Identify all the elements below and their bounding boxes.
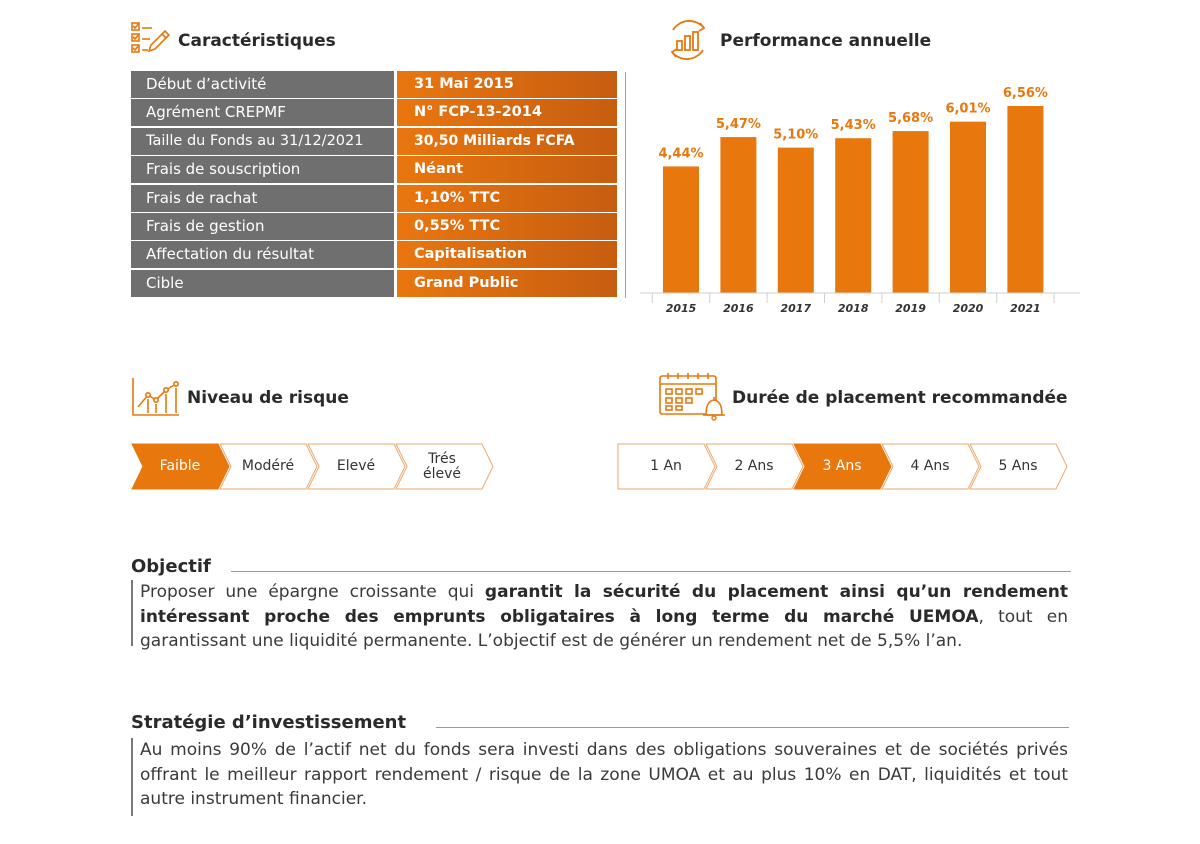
row-label: Frais de gestion — [131, 213, 394, 240]
table-row — [131, 156, 617, 183]
risk-scale — [131, 443, 483, 490]
bar-2016 — [720, 137, 756, 293]
data-label: 6,01% — [945, 101, 991, 117]
strategy-title: Stratégie d’investissement — [131, 712, 407, 733]
row-value: 31 Mai 2015 — [397, 71, 617, 98]
duration-option-5 — [969, 443, 1057, 490]
duration-option-1 — [617, 443, 705, 490]
duration-option-2 — [705, 443, 793, 490]
x-tick-label: 2015 — [665, 302, 697, 315]
performance-chart — [630, 80, 1090, 320]
x-tick-label: 2017 — [780, 302, 812, 315]
row-label: Frais de souscription — [131, 156, 394, 183]
risk-level-label: Elevé — [336, 458, 376, 474]
table-row — [131, 99, 617, 126]
data-label: 5,68% — [888, 111, 934, 127]
bar-2017 — [778, 148, 814, 293]
objective-text-bold: garantit la sécurité du placement ainsi qu’un rendement intéressant proche des emprunts obligataires à long terme du marché UEMOA — [140, 582, 1069, 627]
data-label: 4,44% — [658, 146, 704, 162]
table-row — [131, 213, 617, 240]
risk-level-label: Faible — [159, 458, 201, 474]
row-value: Néant — [397, 156, 617, 183]
duration-option-label: 3 Ans — [822, 458, 862, 474]
line-chart-icon — [130, 376, 182, 418]
duration-title: Durée de placement recommandée — [732, 388, 1068, 408]
objective-text-part1: Proposer une épargne croissante qui — [140, 582, 485, 602]
table-row — [131, 185, 617, 212]
bar-2020 — [950, 122, 986, 293]
data-label: 5,47% — [715, 117, 761, 133]
table-row — [131, 241, 617, 268]
risk-level-faible — [131, 443, 219, 490]
x-tick-label: 2018 — [837, 302, 869, 315]
characteristics-table — [131, 71, 617, 298]
duration-option-3 — [793, 443, 881, 490]
bar-2018 — [835, 138, 871, 293]
strategy-rule — [436, 727, 1069, 728]
strategy-text: Au moins 90% de l’actif net du fonds sera investi dans des obligations souveraines et de sociétés privés offrant le meilleur rapport rendement / risque de la zone UMOA et au plus 10% en DAT, liquidités et tout autre instrument financier. — [140, 740, 1068, 809]
duration-option-label: 2 Ans — [734, 458, 774, 474]
vertical-divider — [625, 72, 626, 298]
bar-2019 — [893, 131, 929, 293]
row-label: Frais de rachat — [131, 185, 394, 212]
data-label: 6,56% — [1002, 86, 1048, 101]
row-label: Cible — [131, 270, 394, 297]
table-row — [131, 71, 617, 98]
risk-level-label: Modéré — [241, 458, 295, 474]
duration-option-label: 1 An — [650, 458, 682, 474]
checklist-pencil-icon — [130, 20, 172, 56]
risk-level-label: Trés élevé — [422, 450, 461, 482]
x-tick-label: 2019 — [895, 302, 926, 315]
table-row — [131, 128, 617, 155]
objective-title: Objectif — [131, 556, 211, 577]
objective-side-bar — [131, 580, 133, 646]
objective-rule — [231, 571, 1071, 572]
bar-2021 — [1007, 106, 1043, 293]
row-label: Taille du Fonds au 31/12/2021 — [131, 128, 394, 155]
duration-option-4 — [881, 443, 969, 490]
duration-scale — [617, 443, 1057, 490]
duration-option-label: 5 Ans — [998, 458, 1038, 474]
bar-chart-cycle-icon — [664, 16, 712, 64]
characteristics-title: Caractéristiques — [178, 31, 336, 51]
row-value: Grand Public — [397, 270, 617, 297]
row-value: 1,10% TTC — [397, 185, 617, 212]
risk-level-modere — [219, 443, 307, 490]
data-label: 5,43% — [830, 118, 876, 134]
objective-text-part2: , tout en garantissant une liquidité permanente. L’objectif est de générer un rendement net de 5,5% l’an. — [140, 606, 1068, 651]
strategy-side-bar — [131, 738, 133, 816]
x-tick-label: 2020 — [952, 302, 984, 315]
objective-text — [140, 580, 1068, 654]
table-row — [131, 270, 617, 297]
x-tick-label: 2016 — [723, 302, 754, 315]
x-tick-label: 2021 — [1010, 302, 1041, 315]
row-label: Affectation du résultat — [131, 241, 394, 268]
row-value: Capitalisation — [397, 241, 617, 268]
row-value: 30,50 Milliards FCFA — [397, 128, 617, 155]
performance-title: Performance annuelle — [720, 31, 932, 51]
risk-level-tres-eleve — [395, 443, 483, 490]
calendar-bell-icon — [658, 371, 726, 421]
duration-option-label: 4 Ans — [910, 458, 950, 474]
row-value: 0,55% TTC — [397, 213, 617, 240]
row-value: N° FCP-13-2014 — [397, 99, 617, 126]
row-label: Début d’activité — [131, 71, 394, 98]
row-label: Agrément CREPMF — [131, 99, 394, 126]
risk-level-eleve — [307, 443, 395, 490]
data-label: 5,10% — [773, 127, 819, 143]
risk-title: Niveau de risque — [187, 388, 349, 408]
bar-2015 — [663, 166, 699, 293]
